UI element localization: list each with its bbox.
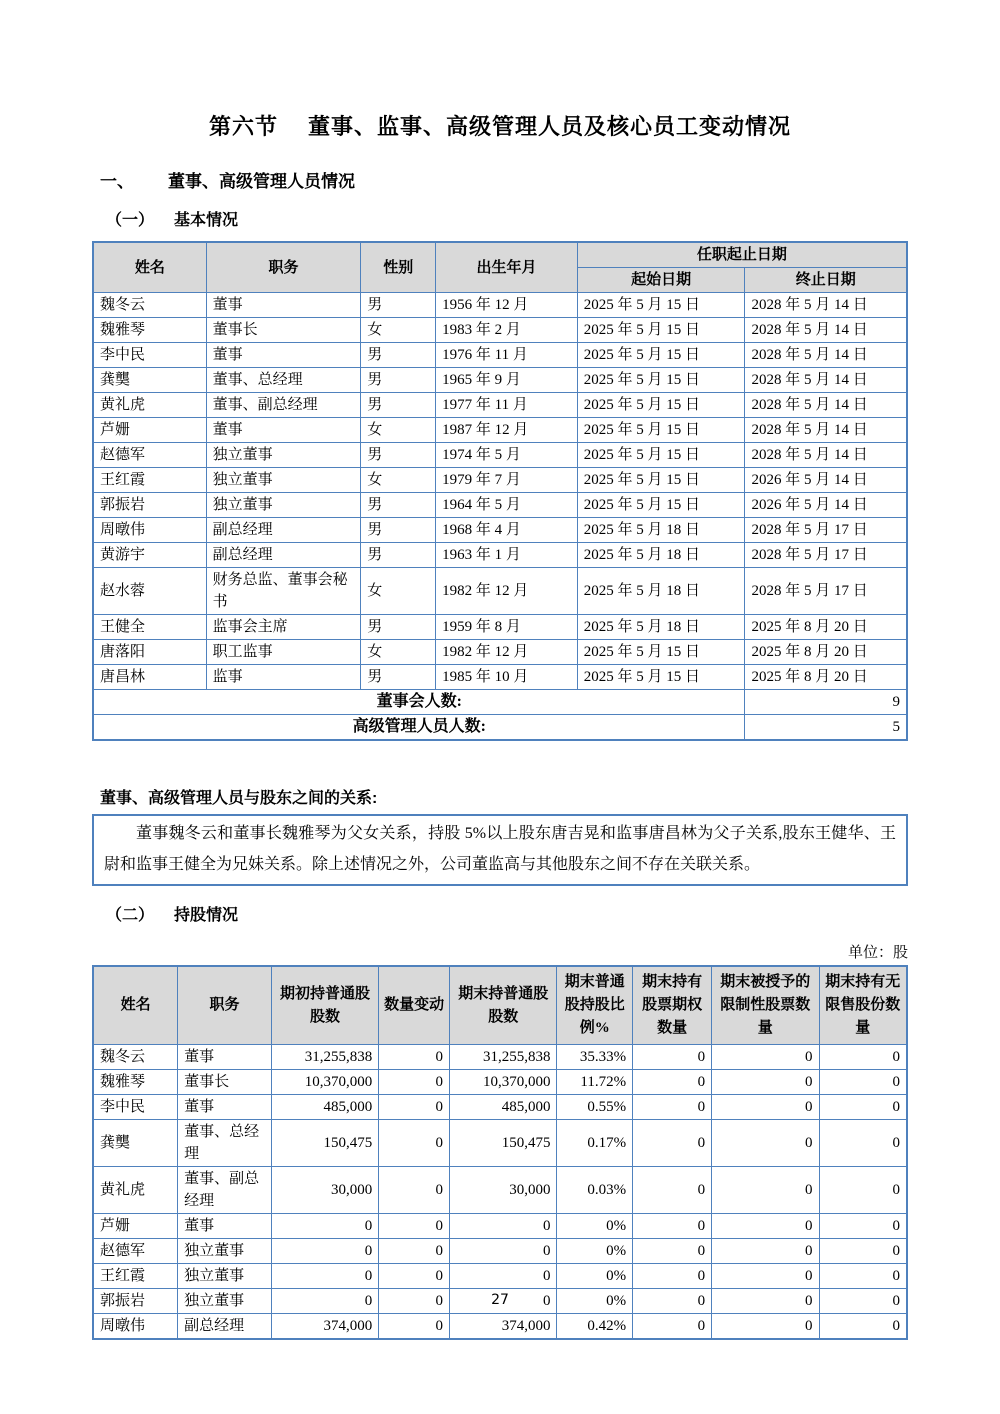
table-row xyxy=(93,293,907,318)
cell-name: 龚龑 xyxy=(93,368,206,393)
cell-term-end: 2025 年 8 月 20 日 xyxy=(745,640,907,665)
table-row xyxy=(93,568,907,615)
cell-gender: 女 xyxy=(361,640,436,665)
cell-position: 董事 xyxy=(206,293,361,318)
basic-info-table-body xyxy=(93,293,907,690)
cell-term-end: 2028 年 5 月 14 日 xyxy=(745,443,907,468)
cell-change: 0 xyxy=(379,1264,450,1289)
cell-name: 魏冬云 xyxy=(93,293,206,318)
summary-label: 高级管理人员人数: xyxy=(93,715,745,741)
col-header-term-start: 起始日期 xyxy=(577,268,745,293)
cell-position: 独立董事 xyxy=(178,1239,272,1264)
cell-name: 芦姗 xyxy=(93,1214,178,1239)
cell-name: 郭振岩 xyxy=(93,493,206,518)
cell-options: 0 xyxy=(633,1264,712,1289)
cell-position: 董事、总经理 xyxy=(178,1120,272,1167)
table-row xyxy=(93,615,907,640)
cell-begin-shares: 0 xyxy=(271,1214,378,1239)
cell-begin-shares: 485,000 xyxy=(271,1095,378,1120)
cell-options: 0 xyxy=(633,1120,712,1167)
table-row xyxy=(93,1314,907,1340)
cell-begin-shares: 150,475 xyxy=(271,1120,378,1167)
cell-term-end: 2026 年 5 月 14 日 xyxy=(745,468,907,493)
table-row xyxy=(93,443,907,468)
cell-position: 独立董事 xyxy=(206,468,361,493)
summary-value: 9 xyxy=(745,690,907,715)
cell-name: 赵德军 xyxy=(93,1239,178,1264)
cell-term-end: 2028 年 5 月 14 日 xyxy=(745,393,907,418)
basic-info-table-summary xyxy=(93,690,907,741)
heading-shareholding xyxy=(92,902,908,925)
cell-birth: 1963 年 1 月 xyxy=(436,543,578,568)
heading2-text: 基本情况 xyxy=(174,212,239,229)
cell-birth: 1983 年 2 月 xyxy=(436,318,578,343)
cell-options: 0 xyxy=(633,1070,712,1095)
cell-ratio: 0.55% xyxy=(557,1095,633,1120)
cell-gender: 女 xyxy=(361,418,436,443)
cell-ratio: 0% xyxy=(557,1264,633,1289)
table-row xyxy=(93,1167,907,1214)
cell-name: 赵水蓉 xyxy=(93,568,206,615)
cell-position: 董事长 xyxy=(178,1070,272,1095)
cell-name: 赵德军 xyxy=(93,443,206,468)
cell-term-end: 2026 年 5 月 14 日 xyxy=(745,493,907,518)
relationship-heading: 董事、高级管理人员与股东之间的关系: xyxy=(100,790,378,807)
cell-end-shares: 374,000 xyxy=(450,1314,557,1340)
section-title-text: 董事、监事、高级管理人员及核心员工变动情况 xyxy=(308,114,792,139)
table-row xyxy=(93,343,907,368)
cell-change: 0 xyxy=(379,1120,450,1167)
cell-term-start: 2025 年 5 月 15 日 xyxy=(577,418,745,443)
cell-term-start: 2025 年 5 月 15 日 xyxy=(577,493,745,518)
cell-change: 0 xyxy=(379,1239,450,1264)
cell-end-shares: 0 xyxy=(450,1214,557,1239)
col-header: 期末持有无限售股份数量 xyxy=(819,966,907,1045)
cell-begin-shares: 10,370,000 xyxy=(271,1070,378,1095)
cell-options: 0 xyxy=(633,1167,712,1214)
cell-position: 独立董事 xyxy=(206,493,361,518)
table-row xyxy=(93,1095,907,1120)
table-row xyxy=(93,1120,907,1167)
cell-change: 0 xyxy=(379,1070,450,1095)
cell-gender: 男 xyxy=(361,665,436,690)
col-header-name: 姓名 xyxy=(93,242,206,293)
table-row xyxy=(93,1045,907,1070)
heading3-number: （二） xyxy=(106,907,155,924)
table-row xyxy=(93,1214,907,1239)
cell-unrestricted: 0 xyxy=(819,1045,907,1070)
cell-term-start: 2025 年 5 月 15 日 xyxy=(577,393,745,418)
cell-gender: 男 xyxy=(361,293,436,318)
cell-position: 副总经理 xyxy=(206,543,361,568)
table-row xyxy=(93,543,907,568)
col-header-birth: 出生年月 xyxy=(436,242,578,293)
cell-position: 董事 xyxy=(178,1214,272,1239)
cell-options: 0 xyxy=(633,1289,712,1314)
col-header: 期末被授予的限制性股票数量 xyxy=(712,966,819,1045)
cell-name: 黄礼虎 xyxy=(93,393,206,418)
cell-unrestricted: 0 xyxy=(819,1095,907,1120)
cell-position: 独立董事 xyxy=(178,1289,272,1314)
cell-birth: 1976 年 11 月 xyxy=(436,343,578,368)
cell-term-start: 2025 年 5 月 18 日 xyxy=(577,518,745,543)
cell-position: 董事、总经理 xyxy=(206,368,361,393)
cell-gender: 男 xyxy=(361,493,436,518)
cell-term-start: 2025 年 5 月 18 日 xyxy=(577,568,745,615)
table-row xyxy=(93,368,907,393)
cell-term-end: 2028 年 5 月 14 日 xyxy=(745,343,907,368)
cell-name: 黄礼虎 xyxy=(93,1167,178,1214)
heading1-number: 一、 xyxy=(100,172,134,191)
cell-unrestricted: 0 xyxy=(819,1314,907,1340)
summary-label: 董事会人数: xyxy=(93,690,745,715)
cell-end-shares: 485,000 xyxy=(450,1095,557,1120)
cell-name: 唐落阳 xyxy=(93,640,206,665)
cell-begin-shares: 0 xyxy=(271,1289,378,1314)
cell-term-end: 2028 年 5 月 14 日 xyxy=(745,368,907,393)
cell-begin-shares: 374,000 xyxy=(271,1314,378,1340)
cell-position: 副总经理 xyxy=(178,1314,272,1340)
cell-name: 龚龑 xyxy=(93,1120,178,1167)
table-row xyxy=(93,640,907,665)
table-row xyxy=(93,418,907,443)
cell-ratio: 35.33% xyxy=(557,1045,633,1070)
cell-restricted: 0 xyxy=(712,1120,819,1167)
cell-restricted: 0 xyxy=(712,1214,819,1239)
cell-name: 李中民 xyxy=(93,1095,178,1120)
cell-options: 0 xyxy=(633,1045,712,1070)
cell-unrestricted: 0 xyxy=(819,1120,907,1167)
cell-restricted: 0 xyxy=(712,1289,819,1314)
col-header-gender: 性别 xyxy=(361,242,436,293)
cell-begin-shares: 30,000 xyxy=(271,1167,378,1214)
cell-name: 魏冬云 xyxy=(93,1045,178,1070)
cell-position: 董事 xyxy=(206,418,361,443)
cell-position: 董事 xyxy=(178,1045,272,1070)
col-header: 数量变动 xyxy=(379,966,450,1045)
cell-change: 0 xyxy=(379,1095,450,1120)
cell-options: 0 xyxy=(633,1314,712,1340)
relationship-text: 董事魏冬云和董事长魏雅琴为父女关系，持股 5%以上股东唐吉晃和监事唐昌林为父子关系,股东王健华、王尉和监事王健全为兄妹关系。除上述情况之外，公司董监高与其他股东之间不存在关联关系。 xyxy=(104,825,896,873)
cell-term-start: 2025 年 5 月 15 日 xyxy=(577,640,745,665)
cell-term-start: 2025 年 5 月 18 日 xyxy=(577,543,745,568)
cell-restricted: 0 xyxy=(712,1167,819,1214)
cell-name: 黄游宇 xyxy=(93,543,206,568)
table-row xyxy=(93,1070,907,1095)
cell-term-end: 2028 年 5 月 14 日 xyxy=(745,418,907,443)
heading-directors-management xyxy=(92,167,908,192)
cell-birth: 1982 年 12 月 xyxy=(436,568,578,615)
basic-info-table-header xyxy=(93,242,907,293)
cell-gender: 男 xyxy=(361,393,436,418)
cell-position: 副总经理 xyxy=(206,518,361,543)
heading3-text: 持股情况 xyxy=(174,907,239,924)
cell-name: 王红霞 xyxy=(93,468,206,493)
cell-term-start: 2025 年 5 月 15 日 xyxy=(577,318,745,343)
shareholding-table xyxy=(92,965,908,1340)
cell-change: 0 xyxy=(379,1167,450,1214)
cell-name: 王健全 xyxy=(93,615,206,640)
table-row xyxy=(93,1264,907,1289)
table-row xyxy=(93,665,907,690)
cell-name: 魏雅琴 xyxy=(93,318,206,343)
cell-term-start: 2025 年 5 月 15 日 xyxy=(577,665,745,690)
cell-gender: 女 xyxy=(361,468,436,493)
cell-term-end: 2028 年 5 月 14 日 xyxy=(745,293,907,318)
cell-name: 周暾伟 xyxy=(93,518,206,543)
cell-end-shares: 0 xyxy=(450,1239,557,1264)
page-number: 27 xyxy=(491,1292,509,1308)
cell-term-start: 2025 年 5 月 15 日 xyxy=(577,368,745,393)
cell-ratio: 0.03% xyxy=(557,1167,633,1214)
cell-name: 郭振岩 xyxy=(93,1289,178,1314)
cell-restricted: 0 xyxy=(712,1264,819,1289)
cell-position: 董事、副总经理 xyxy=(206,393,361,418)
table-row xyxy=(93,468,907,493)
cell-unrestricted: 0 xyxy=(819,1264,907,1289)
cell-term-start: 2025 年 5 月 15 日 xyxy=(577,468,745,493)
cell-ratio: 0% xyxy=(557,1289,633,1314)
summary-row xyxy=(93,690,907,715)
cell-birth: 1964 年 5 月 xyxy=(436,493,578,518)
cell-ratio: 0.17% xyxy=(557,1120,633,1167)
cell-gender: 男 xyxy=(361,443,436,468)
cell-change: 0 xyxy=(379,1214,450,1239)
heading2-number: （一） xyxy=(106,212,155,229)
table-row xyxy=(93,393,907,418)
table-row xyxy=(93,318,907,343)
cell-end-shares: 31,255,838 xyxy=(450,1045,557,1070)
heading1-text: 董事、高级管理人员情况 xyxy=(168,172,355,191)
col-header: 期末持普通股股数 xyxy=(450,966,557,1045)
cell-position: 董事、副总经理 xyxy=(178,1167,272,1214)
cell-end-shares: 0 xyxy=(450,1264,557,1289)
col-header-term-group: 任职起止日期 xyxy=(577,242,907,268)
cell-birth: 1979 年 7 月 xyxy=(436,468,578,493)
col-header-position: 职务 xyxy=(206,242,361,293)
cell-change: 0 xyxy=(379,1314,450,1340)
unit-note: 单位：股 xyxy=(847,945,908,961)
cell-birth: 1985 年 10 月 xyxy=(436,665,578,690)
cell-ratio: 11.72% xyxy=(557,1070,633,1095)
cell-end-shares: 150,475 xyxy=(450,1120,557,1167)
cell-gender: 女 xyxy=(361,568,436,615)
cell-end-shares: 10,370,000 xyxy=(450,1070,557,1095)
cell-position: 独立董事 xyxy=(206,443,361,468)
col-header-term-end: 终止日期 xyxy=(745,268,907,293)
cell-position: 职工监事 xyxy=(206,640,361,665)
cell-restricted: 0 xyxy=(712,1095,819,1120)
cell-begin-shares: 0 xyxy=(271,1239,378,1264)
cell-birth: 1974 年 5 月 xyxy=(436,443,578,468)
cell-restricted: 0 xyxy=(712,1045,819,1070)
cell-term-start: 2025 年 5 月 15 日 xyxy=(577,443,745,468)
cell-gender: 男 xyxy=(361,368,436,393)
cell-term-start: 2025 年 5 月 15 日 xyxy=(577,343,745,368)
col-header: 期末普通股持股比例% xyxy=(557,966,633,1045)
cell-unrestricted: 0 xyxy=(819,1239,907,1264)
shareholding-table-header xyxy=(93,966,907,1045)
cell-name: 周暾伟 xyxy=(93,1314,178,1340)
table-row xyxy=(93,1239,907,1264)
cell-birth: 1977 年 11 月 xyxy=(436,393,578,418)
cell-restricted: 0 xyxy=(712,1239,819,1264)
cell-term-end: 2025 年 8 月 20 日 xyxy=(745,665,907,690)
cell-restricted: 0 xyxy=(712,1070,819,1095)
cell-end-shares: 0 xyxy=(450,1289,557,1314)
cell-end-shares: 30,000 xyxy=(450,1167,557,1214)
summary-value: 5 xyxy=(745,715,907,741)
cell-options: 0 xyxy=(633,1214,712,1239)
cell-gender: 男 xyxy=(361,343,436,368)
cell-name: 唐昌林 xyxy=(93,665,206,690)
cell-birth: 1982 年 12 月 xyxy=(436,640,578,665)
cell-options: 0 xyxy=(633,1239,712,1264)
cell-position: 监事 xyxy=(206,665,361,690)
cell-name: 王红霞 xyxy=(93,1264,178,1289)
cell-term-end: 2028 年 5 月 17 日 xyxy=(745,543,907,568)
cell-ratio: 0% xyxy=(557,1239,633,1264)
cell-ratio: 0% xyxy=(557,1214,633,1239)
summary-row xyxy=(93,715,907,741)
cell-restricted: 0 xyxy=(712,1314,819,1340)
col-header: 职务 xyxy=(178,966,272,1045)
heading-basic-info xyxy=(92,207,908,230)
cell-birth: 1968 年 4 月 xyxy=(436,518,578,543)
cell-change: 0 xyxy=(379,1289,450,1314)
cell-unrestricted: 0 xyxy=(819,1070,907,1095)
cell-name: 芦姗 xyxy=(93,418,206,443)
cell-birth: 1956 年 12 月 xyxy=(436,293,578,318)
cell-unrestricted: 0 xyxy=(819,1289,907,1314)
col-header: 期末持有股票期权数量 xyxy=(633,966,712,1045)
cell-position: 董事 xyxy=(206,343,361,368)
basic-info-table xyxy=(92,241,908,741)
cell-position: 独立董事 xyxy=(178,1264,272,1289)
section-title xyxy=(92,110,908,141)
cell-term-start: 2025 年 5 月 18 日 xyxy=(577,615,745,640)
cell-unrestricted: 0 xyxy=(819,1214,907,1239)
cell-gender: 男 xyxy=(361,543,436,568)
cell-name: 李中民 xyxy=(93,343,206,368)
cell-position: 董事长 xyxy=(206,318,361,343)
cell-unrestricted: 0 xyxy=(819,1167,907,1214)
table-row xyxy=(93,493,907,518)
cell-term-end: 2028 年 5 月 17 日 xyxy=(745,568,907,615)
cell-birth: 1987 年 12 月 xyxy=(436,418,578,443)
cell-gender: 男 xyxy=(361,518,436,543)
cell-birth: 1965 年 9 月 xyxy=(436,368,578,393)
cell-begin-shares: 31,255,838 xyxy=(271,1045,378,1070)
cell-term-end: 2028 年 5 月 17 日 xyxy=(745,518,907,543)
relationship-box xyxy=(92,814,908,886)
cell-term-end: 2025 年 8 月 20 日 xyxy=(745,615,907,640)
cell-position: 董事 xyxy=(178,1095,272,1120)
cell-options: 0 xyxy=(633,1095,712,1120)
cell-change: 0 xyxy=(379,1045,450,1070)
cell-begin-shares: 0 xyxy=(271,1264,378,1289)
cell-name: 魏雅琴 xyxy=(93,1070,178,1095)
cell-term-start: 2025 年 5 月 15 日 xyxy=(577,293,745,318)
cell-position: 监事会主席 xyxy=(206,615,361,640)
col-header: 姓名 xyxy=(93,966,178,1045)
cell-term-end: 2028 年 5 月 14 日 xyxy=(745,318,907,343)
col-header: 期初持普通股股数 xyxy=(271,966,378,1045)
cell-gender: 女 xyxy=(361,318,436,343)
cell-gender: 男 xyxy=(361,615,436,640)
table-row xyxy=(93,518,907,543)
cell-birth: 1959 年 8 月 xyxy=(436,615,578,640)
section-number: 第六节 xyxy=(208,114,278,139)
cell-ratio: 0.42% xyxy=(557,1314,633,1340)
cell-position: 财务总监、董事会秘书 xyxy=(206,568,361,615)
